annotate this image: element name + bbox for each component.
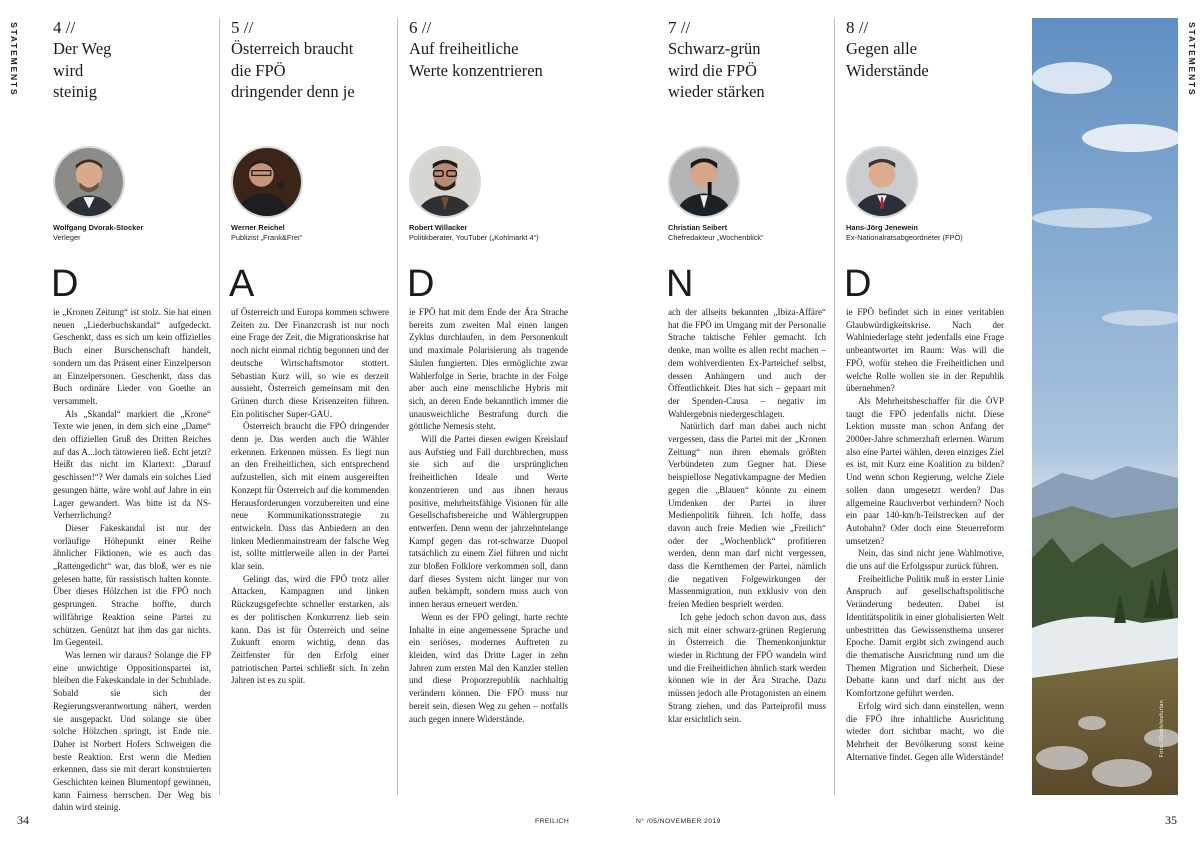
author-role: Publizist „Frank&Frei“: [231, 233, 303, 242]
statement-number: 6 //: [409, 18, 432, 37]
page-number-left: 34: [17, 813, 29, 827]
paragraph: Ich gehe jedoch schon davon aus, dass sich mit einer schwarz-grünen Regierung in Österreich die Themenkonjunktur wieder in Richtung der FPÖ wandeln wird und die Freiheitlichen ähnlich stark werden können wie in der Ära Strache. Dazu müssen jedoch alle Protagonisten an einem Strang ziehen, und das Parteiprofil muss klar ersichtlich sein.: [668, 611, 826, 724]
author-role: Ex-Nationalratsabgeordneter (FPÖ): [846, 233, 963, 242]
statement-number: 8 //: [846, 18, 869, 37]
statement-headline: Der Weg wird steinig: [53, 39, 112, 101]
section-label-right: STATEMENTS: [1187, 22, 1197, 97]
author-name: Werner Reichel: [231, 223, 285, 232]
paragraph: ie FPÖ befindet sich in einer veritablen Glaubwürdigkeitskrise. Nach der Wahlniederlage steht jedenfalls eine Frage unbeantwortet im Raum: Was will die FPÖ, wofür stehen die Freiheitlichen und welche Rolle wollen sie in der Republik übernehmen?: [846, 307, 1004, 394]
statement-body: [231, 306, 389, 687]
issue-info: N° /05/NOVEMBER 2019: [636, 818, 721, 825]
paragraph: Dieser Fakeskandal ist nur der vorläufige Höhepunkt einer Reihe ähnlicher Fiktionen, wie es auch das „Rattengedicht“ war, das bloß, wer es nie gelesen hatte, für rassistisch halten konnte. Über dieses Hölzchen ist die FPÖ noch gesprungen. Strache hoffte, durch willfährige Reaktion seine Partei zu schützen. Genützt hat ihm das gar nichts. Im Gegenteil.: [53, 522, 211, 648]
paragraph: Österreich braucht die FPÖ dringender denn je. Das werden auch die Wähler erkennen. Erkennen müssen. Es liegt nun an den Freiheitlichen, sich entsprechend aufzustellen, sich mit einem ausgereiften Konzept für Österreich auf die kommenden Herausforderungen vorzubereiten und eine neue Kommunikationsstrategie zu entwickeln. Dass das Anbiedern an den linken Medienmainstream der falsche Weg ist, sollte mittlerweile allen in der Partei klar sein.: [231, 421, 389, 572]
column-divider: [219, 18, 220, 795]
paragraph: Was lernen wir daraus? Solange die FP eine unwichtige Oppositionspartei ist, bleiben die Fakeskandale in der Schublade. Sobald sie sich der Regierungsverantwortung nähert, werden sie ausgepackt. Und solange sie über solche Hölzchen springt, ist Ende nie. Daher ist Norbert Hofers Schweigen die beste Reaktion. Erst wenn die Medien erkennen, dass sie mit derart konstruierten Geschichten keinen Blumentopf gewinnen, kann Fairness herrschen. Der Weg bis dahin wird steinig.: [53, 649, 211, 813]
paragraph: Natürlich darf man dabei auch nicht vergessen, dass die Partei mit der „Kronen Zeitung“ nun ihren ehemals größten Verbündeten zum Gegner hat. Diese beispiellose Negativkampagne der Medien gegen die „Blauen“ könnte zu einem Umdenken der Partei in ihrer Medienpolitik führen. Ich hoffe, dass davon auch freie Medien wie „Freilich“ oder der „Wochenblick“ profitieren werden, denn man darf nicht vergessen, dass die Kernthemen der Partei, nämlich die negativen Folgewirkungen der Massenmigration, nun exklusiv von den freien Medien besprielt werden.: [668, 421, 826, 610]
author-name: Wolfgang Dvorak-Stocker: [53, 223, 144, 232]
column-divider: [397, 18, 398, 795]
paragraph: Freiheitliche Politik muß in erster Linie Anspruch auf gesellschaftspolitische Veränderung bedeuten. Dabei ist Identitätspolitik in einer globalisierten Welt unbestritten das Gewissensthema unserer Epoche. Damit ergibt sich zwingend auch die thematische Ausrichtung rund um die Themen Migration und Sicherheit. Diese Debatte kann und darf nicht aus der Komfortzone geführt werden.: [846, 573, 1004, 699]
statement-number: 5 //: [231, 18, 254, 37]
author-portrait: [53, 146, 125, 218]
paragraph: Als „Skandal“ markiert die „Krone“ Texte wie jenen, in dem sich eine „Dame“ den offiziellen Gruß des Dritten Reiches auf das A...loch tätowieren ließ. Echt jetzt? Heißt das nicht im Klartext: „Darauf geschissen!“? Wer damals ein solches Lied gesungen hätte, wäre wohl auf Jahre in ein Lager gewandert. Was bitte ist da NS-Verherrlichung?: [53, 408, 211, 521]
author-portrait: [409, 146, 481, 218]
author-role: Politikberater, YouTuber („Kohlmarkt 4“): [409, 233, 539, 242]
paragraph: Erfolg wird sich dann einstellen, wenn die FPÖ ihre inhaltliche Ausrichtung wieder dort sichtbar macht, wo die Mehrheit der Bevölkerung sonst keine Alternative findet. Gegen alle Widerstände!: [846, 700, 1004, 762]
statement-body: [53, 306, 211, 814]
magazine-name: FREILICH: [535, 818, 570, 825]
author-role: Chefredakteur „Wochenblick“: [668, 233, 764, 242]
paragraph: Will die Partei diesen ewigen Kreislauf aus Aufstieg und Fall durchbrechen, muss sie sich auf die ursprünglichen freiheitlichen Ideale und Werte konzentrieren und aus ihnen heraus positive, mehrheitsfähige Visionen für alle Gesellschaftsbereiche und Wählergruppen entwerfen. Denn wenn der jahrzehntelange Kampf gegen das rot-schwarze Duopol tatsächlich zu einem Ziel führen und nicht zur bloßen Folklore verkommen soll, dann darf dieses System nicht länger nur von außen bekämpft, sondern muss auch von innen heraus erneuert werden.: [409, 434, 568, 610]
paragraph: Nein, das sind nicht jene Wahlmotive, die uns auf die Erfolgsspur zurück führen.: [846, 548, 1004, 572]
statement-headline: Schwarz-grün wird die FPÖ wieder stärken: [668, 39, 765, 101]
page-number-right: 35: [1165, 813, 1177, 827]
paragraph: Als Mehrheitsbeschaffer für die ÖVP taugt die FPÖ jedenfalls nicht. Diese Lektion musste man schon Anfang der 2000er-Jahre schmerzhaft erlernen. Warum also eine Partei wählen, deren einziges Ziel es ist, mit Kurz eine Koalition zu bilden? Und wenn schon Regierung, welche Ziele sollen dann umgesetzt werden? Das allgemeine Rauchverbot verhindern? Noch ein paar 140-km/h-Teilstrecken auf der Autobahn? Oder doch eine Steuerreform umsetzen?: [846, 395, 1004, 546]
author-name: Hans-Jörg Jenewein: [846, 223, 918, 232]
column-divider: [834, 18, 835, 795]
statement-body: [668, 306, 826, 725]
author-role: Verleger: [53, 233, 81, 242]
paragraph: Gelingt das, wird die FPÖ trotz aller Attacken, Kampagnen und linken Rückzugsgefechte schneller erstarken, als es der politischen Konkurrenz lieb sein kann. Das ist für Österreich und seine Zukunft enorm wichtig, denn das Zeitfenster für den Erfolg einer patriotischen Partei schließt sich. In zehn Jahren ist es zu spät.: [231, 573, 389, 686]
author-portrait: [231, 146, 303, 218]
statement-headline: Österreich braucht die FPÖ dringender denn je: [231, 39, 355, 101]
drop-cap: N: [666, 263, 694, 305]
photo-credit: Foto: iStock/wsfurlan: [1159, 700, 1165, 758]
statement-body: [409, 306, 568, 725]
landscape-photo: [1032, 18, 1178, 795]
section-label-left: STATEMENTS: [9, 22, 19, 97]
author-portrait: [668, 146, 740, 218]
drop-cap: D: [844, 263, 872, 305]
drop-cap: D: [51, 263, 79, 305]
statement-headline: Auf freiheitliche Werte konzentrieren: [409, 39, 543, 80]
statement-body: [846, 306, 1004, 763]
author-name: Robert Willacker: [409, 223, 468, 232]
statement-number: 7 //: [668, 18, 691, 37]
statement-headline: Gegen alle Widerstände: [846, 39, 929, 80]
paragraph: ie FPÖ hat mit dem Ende der Ära Strache bereits zum zweiten Mal einen langen Zyklus durchlaufen, in dem Personenkult und maximale Polarisierung als tragende Säulen fungierten. Dies ermöglichte zwar Wahlerfolge in Serie, brachte in der Folge aber auch eine menschliche Hybris mit sich, an deren Ende bekanntlich immer die unausweichliche Bestrafung durch die göttliche Nemesis steht.: [409, 307, 568, 432]
paragraph: Wenn es der FPÖ gelingt, harte rechte Inhalte in eine angemessene Sprache und ein seriöses, modernes Auftreten zu kleiden, wird das Dritte Lager in zehn Jahren zum ersten Mal den Kanzler stellen und diese Proporzrepublik nachhaltig verändern können. Die FPÖ muss nur bereit sein, diesen Weg zu gehen – notfalls auch gegen innere Widerstände.: [409, 611, 568, 724]
statement-number: 4 //: [53, 18, 76, 37]
drop-cap: D: [407, 263, 435, 305]
paragraph: ach der allseits bekannten „Ibiza-Affäre“ hat die FPÖ im Umgang mit der Personalie Strache taktische Fehler gemacht. Ich denke, man wollte es allen recht machen – dem wohlverdienten Ex-Parteichef selbst, dessen Anhängern und auch der Öffentlichkeit. Dies hat sich – gepaart mit der Spenden-Causa – negativ im Wahlergebnis niedergeschlagen.: [668, 307, 826, 419]
author-portrait: [846, 146, 918, 218]
author-name: Christian Seibert: [668, 223, 728, 232]
paragraph: uf Österreich und Europa kommen schwere Zeiten zu. Der Finanzcrash ist nur noch eine Frage der Zeit, die Migrationskrise hat noch nicht einmal richtig begonnen und der deutsche Wirtschaftsmotor stottert. Sebastian Kurz will, so wie es derzeit aussieht, Österreich gemeinsam mit den Grünen durch diese Krisenzeiten führen. Ein politischer Super-GAU.: [231, 307, 389, 419]
paragraph: ie „Kronen Zeitung“ ist stolz. Sie hat einen neuen „Liederbuchskandal“ aufgedeckt. Geschenkt, dass es sich um kein offizielles Buch einer Burschenschaft handelt, sondern um das Präsent einer Einzelperson an Einzelpersonen. Geschenkt, dass das Buch ordinäre Lieder von Goethe an versammelt.: [53, 307, 211, 406]
drop-cap: A: [229, 263, 255, 305]
